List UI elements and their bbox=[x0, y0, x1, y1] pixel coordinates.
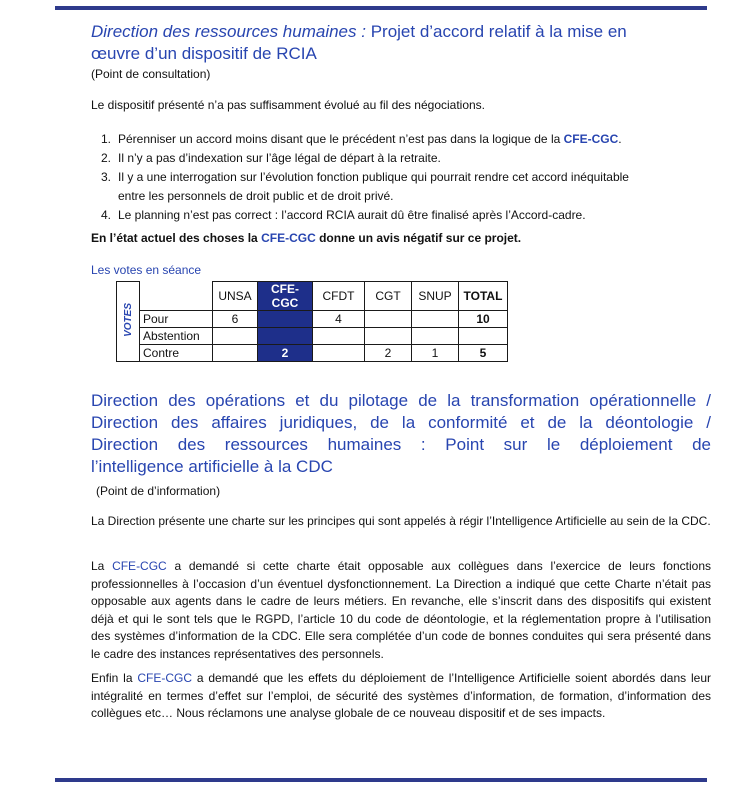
votes-row-label: Abstention bbox=[140, 328, 213, 345]
votes-cell bbox=[313, 328, 365, 345]
list-item: 1. Pérenniser un accord moins disant que le précédent n’est pas dans la logique de la CFE-CGC. bbox=[101, 132, 622, 146]
section2-title-line: l’intelligence artificielle à la CDC bbox=[91, 457, 333, 476]
section1-conclusion: En l’état actuel des choses la CFE-CGC donne un avis négatif sur ce projet. bbox=[91, 231, 522, 245]
list-item: 3. Il y a une interrogation sur l’évolution fonction publique qui pourrait rendre cet accord inéquitable entre les personnels de droit public et de droit privé. bbox=[101, 170, 629, 203]
votes-cell bbox=[459, 328, 508, 345]
votes-cell: 10 bbox=[459, 311, 508, 328]
section2-paragraph-1: La Direction présente une charte sur les principes qui sont appelés à régir l’Intelligence Artificielle au sein de la CDC. bbox=[91, 514, 711, 528]
votes-cell bbox=[365, 311, 412, 328]
votes-corner bbox=[140, 282, 213, 311]
section1-title-italic: Direction des ressources humaines : bbox=[91, 22, 366, 41]
section2-title-line: Direction des ressources humaines : Point sur le déploiement de bbox=[91, 435, 711, 454]
top-divider bbox=[55, 6, 707, 10]
votes-header: TOTAL bbox=[459, 282, 508, 311]
votes-table bbox=[116, 281, 508, 362]
votes-cell: 6 bbox=[213, 311, 258, 328]
section1-subtitle: (Point de consultation) bbox=[91, 67, 211, 81]
table-row bbox=[117, 328, 508, 345]
votes-cell: 4 bbox=[313, 311, 365, 328]
table-row bbox=[117, 311, 508, 328]
votes-cell bbox=[365, 328, 412, 345]
votes-header: CFE-CGC bbox=[258, 282, 313, 311]
section2-title-line: Direction des opérations et du pilotage de la transformation opérationnelle / bbox=[91, 391, 711, 410]
votes-header: CGT bbox=[365, 282, 412, 311]
list-item: 4. Le planning n’est pas correct : l’accord RCIA aurait dû être finalisé après l’Accord-cadre. bbox=[101, 208, 586, 222]
table-row bbox=[117, 345, 508, 362]
votes-cell: 1 bbox=[412, 345, 459, 362]
votes-caption: Les votes en séance bbox=[91, 263, 202, 277]
section1-intro: Le dispositif présenté n’a pas suffisamment évolué au fil des négociations. bbox=[91, 98, 486, 112]
section1-title-rest: Projet d’accord relatif à la mise en bbox=[365, 22, 627, 41]
votes-row-label: Pour bbox=[140, 311, 213, 328]
votes-cell bbox=[258, 328, 313, 345]
section2-title-line: Direction des affaires juridiques, de la conformité et de la déontologie / bbox=[91, 413, 711, 432]
section1-title-line2: œuvre d’un dispositif de RCIA bbox=[91, 44, 317, 63]
brand-name: CFE-CGC bbox=[112, 559, 167, 573]
votes-cell bbox=[412, 311, 459, 328]
votes-cell bbox=[313, 345, 365, 362]
votes-row-label: Contre bbox=[140, 345, 213, 362]
section2-paragraph-3: Enfin la CFE-CGC a demandé que les effets du déploiement de l’Intelligence Artificielle soient abordés dans leur intégralité en termes d’effet sur l’emploi, de sécurité des systèmes d’information, de formation, d’information des collègues etc… Nous réclamons une analyse globale de ce nouveau dispositif et de ses impacts. bbox=[91, 671, 711, 720]
brand-name: CFE-CGC bbox=[261, 231, 316, 245]
votes-header: UNSA bbox=[213, 282, 258, 311]
section1-title bbox=[91, 21, 691, 65]
votes-cell: 2 bbox=[258, 345, 313, 362]
votes-cell bbox=[258, 311, 313, 328]
votes-cell bbox=[213, 328, 258, 345]
votes-header: CFDT bbox=[313, 282, 365, 311]
votes-header: SNUP bbox=[412, 282, 459, 311]
section2-paragraph-2: La CFE-CGC a demandé si cette charte était opposable aux collègues dans l’exercice de leurs fonctions professionnelles à l’occasion d’un éventuel dysfonctionnement. La Direction a indiqué que cette Charte n’était pas opposable aux agents dans le cadre de leurs métiers. En revanche, elle s’inscrit dans des dispositifs qui existent déjà et qui le sont tels que le RGPD, l’article 10 du code de déontologie, et la réglementation propre à l’utilisation des systèmes d’information de la CDC. Elle sera complétée d’un code de bonnes conduites qui sera présenté dans le cadre des instances représentatives des personnels. bbox=[91, 559, 711, 661]
section1-list bbox=[91, 130, 681, 225]
votes-side-label: VOTES bbox=[122, 303, 134, 337]
votes-side-label-cell bbox=[117, 282, 140, 362]
votes-cell: 2 bbox=[365, 345, 412, 362]
votes-cell bbox=[412, 328, 459, 345]
brand-name: CFE-CGC bbox=[137, 671, 193, 685]
section2-subtitle: (Point de d’information) bbox=[96, 484, 221, 498]
votes-cell bbox=[213, 345, 258, 362]
votes-table-wrap bbox=[116, 281, 508, 362]
list-item: 2. Il n’y a pas d’indexation sur l’âge légal de départ à la retraite. bbox=[101, 151, 441, 165]
bottom-divider bbox=[55, 778, 707, 782]
section2-title bbox=[91, 390, 711, 478]
votes-cell: 5 bbox=[459, 345, 508, 362]
brand-name: CFE-CGC bbox=[563, 132, 619, 146]
